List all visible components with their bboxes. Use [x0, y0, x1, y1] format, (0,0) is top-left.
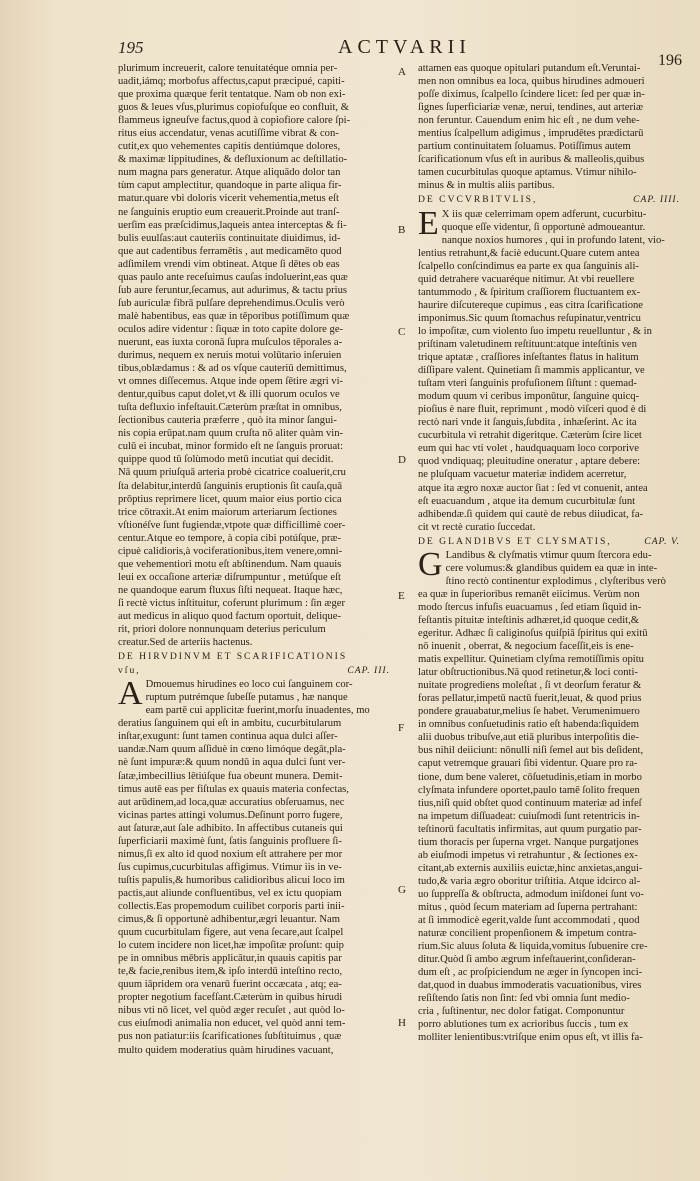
- text-line: matur.quare vbi doloris vicerit vehementia,metus eſt: [118, 193, 339, 205]
- text-line: multo quidem moderatius quàm hirudines vacuant,: [118, 1044, 334, 1056]
- text-line: adhibendæ.ſi quidem qui cautè de rebus diiudicat, fa-: [418, 508, 644, 520]
- text-line: naturæ concilient propenſionem & impetum contra-: [418, 928, 637, 940]
- text-line: bus nihil deiiciunt: nōnulli niſi ſemel aut bis deſident,: [418, 745, 644, 757]
- text-line: men non omnibus ea loca, quibus hirudines admoueri: [418, 76, 645, 88]
- text-line: pondere grauabatur,melius ſe habet. Verumenimuero: [418, 706, 640, 718]
- text-line: culū ei incubat, minor formido eſt ne ſanguis proruat:: [118, 441, 344, 453]
- text-line: tudo,& varia ægro oboritur triſtitia. Atque idcirco al-: [418, 875, 641, 887]
- text-line: partium continuitatem ſoluamus. Potiſſimus autem: [418, 141, 631, 153]
- text-line: ſuperficiarii maximè ſunt, ſatis ſanguinis profluere ſi-: [118, 835, 342, 847]
- text-line: haurire diſcutereque cupimus , eas citra ſcarificatione: [418, 299, 644, 311]
- chapter-number: CAP. IIII.: [633, 194, 680, 206]
- text-line: tuſtam vteri ſanguinis profuſionem ſiſtunt : quemad-: [418, 378, 637, 390]
- text-line: cit vt rectè curatio ſuccedat.: [418, 521, 536, 533]
- running-head: ACTVARII: [338, 36, 471, 58]
- text-line: modo ſtercus infuſis euacuamus , ſed etiam ſiquid in-: [418, 601, 642, 613]
- text-line: & maximæ lippitudines, & defluxionum ac deſtillatio-: [118, 154, 348, 166]
- text-line: lentius retrahunt,& faciè educunt.Quare cutem antea: [418, 247, 640, 259]
- text-line: ne quandoque earum fluxus ſiſti nequeat. Itaque hæc,: [118, 584, 343, 596]
- text-line: ſi rectè victus inſtituitur, coferunt plurimum : ſin æger: [118, 597, 345, 609]
- text-line: leui ex occaſione arteriæ diſrumpuntur , metúſque eſt: [118, 571, 341, 583]
- left-column: [118, 62, 390, 1057]
- text-line: nuitate progrediens moleſtat , ſi vt deorſum feratur &: [418, 680, 642, 692]
- text-line: ne ſanguinis eruptio eum creauerit.Proinde aut tranſ-: [118, 206, 340, 218]
- text-line: nō inuenit , oberrat, & negocium faceſſit,eis is ene-: [418, 641, 634, 653]
- text-line: ne pluſquam vacuetur materiæ indidem acerretur,: [418, 469, 627, 481]
- text-line: tantummodo , & ſpiritum craſſiorem fluctuantem ex-: [418, 286, 641, 298]
- text-line: ſta delabitur,interdū ſanguinis eruptionis ſit cauſa,quā: [118, 480, 343, 492]
- text-line: ea quæ in ſuperioribus remanēt eiicimus. Verùm non: [418, 588, 640, 600]
- page-number-left: 195: [118, 38, 144, 57]
- text-line: nis copia erūpat.nam quum cruſta nō aliter quàm vin-: [118, 428, 344, 440]
- text-line: timus autē eas per fiſtulas ex quauis materia confectas,: [118, 783, 349, 795]
- text-line: attamen eas quoque opitulari putandum eſt.Veruntai-: [418, 63, 641, 74]
- text-line: tium thoracis per ſuperna vrget. Nanque purgatjones: [418, 836, 639, 848]
- text-line: latur obſtructionibus.Nā quod retinetur,& loci conti-: [418, 667, 638, 679]
- text-line: durimus, nequem ex neruis motui volūtario inſeruien: [118, 350, 342, 362]
- text-line: nimus,ſi ex alto id quod noxium eſt attrahere per mor: [118, 848, 343, 860]
- text-line: tuſta defluxio infeſtauit.Cæterùm præſtat in omnibus,: [118, 402, 342, 414]
- text-line: ſcalpello conſcindimus ea parte ex qua ſanguinis ali-: [418, 260, 639, 272]
- text-line: ſcarificationum vſus eſt in auribus & malleolis,quibus: [418, 154, 645, 166]
- text-line: nè ſunt impuræ:& quum nondū in aqua dulci ſunt ver-: [118, 757, 346, 769]
- text-line: cere volumus:& glandibus quidem ea quæ in inte-: [445, 562, 658, 574]
- text-line: uadit,iámq; morbofus affectus,caput præcipué, capiti-: [118, 76, 345, 88]
- text-line: eſt euacuandum , atque ita demum cucurbitulæ ſunt: [418, 495, 636, 507]
- section-heading-cucurbitulis: [418, 193, 680, 206]
- text-line: quid detrahere vacuaréque nitimur. At vbi reuellere: [418, 273, 635, 285]
- text-line: diſſipare valent. Quinetiam ſi mammis applicantur, ve: [418, 365, 645, 377]
- margin-letter: G: [398, 884, 406, 896]
- text-line: uo ſuppreſſa & obſtructa, admodum iniſdonei ſunt vo-: [418, 888, 644, 900]
- text-line: quod vndiquaq; pleuitudine oneratur , aptare debere:: [418, 456, 641, 468]
- text-line: prōptius reprimere licet, quum maior eius portio cica: [118, 493, 342, 505]
- text-line: alii duobus tribuſve,aut etiā pluribus interpoſitis die-: [418, 732, 639, 744]
- text-line: mentius ſcalpellum adigimus , imprudētes prædictarū: [418, 128, 644, 140]
- right-text-block-2: [418, 204, 680, 534]
- section-heading-line-2: [118, 664, 390, 677]
- text-line: inſtar,exugunt: ſunt tamen continua aqua dulci aſſer-: [118, 731, 338, 743]
- text-line: cutit,ex quo vehementes capitis dentiúmque dolores,: [118, 141, 341, 153]
- text-line: cimus,& ſi opportunè adhibentur,ægri leuantur. Nam: [118, 914, 341, 926]
- text-line: lo cutem incidere non licet,hæ impoſitæ proſunt: quip: [118, 940, 344, 952]
- text-line: ab eiuſmodi impetus vi retrahuntur , & ſectiones ex-: [418, 849, 638, 861]
- section-heading-hirudines: [118, 650, 390, 663]
- text-line: reſiſtendo ſatis non ſint: ſed vbi omnia ſunt medio-: [418, 993, 630, 1005]
- text-line: que aut cadentibus ferramētis , aut medicamēto quod: [118, 245, 342, 257]
- text-line: oculos adire videntur : ſiquæ in toto capite dolore ge-: [118, 323, 344, 335]
- text-line: uerſim eas præſcidimus,laqueis antea interceptas & fi-: [118, 219, 347, 231]
- text-line: tione, dum bene valeret, cōſuetudinis,etiam in morbo: [418, 771, 642, 783]
- text-line: propter negotium facefſant.Cæterùm in quibus hirudi: [118, 992, 343, 1004]
- drop-cap: A: [118, 675, 143, 713]
- text-line: tuſtis papulis,& humoribus calidioribus alicui loco im: [118, 874, 345, 886]
- text-line: ſignes ſuperficiariæ venæ, nerui, tendines, aut arteriæ: [418, 102, 644, 114]
- text-line: ſub aure feruntur,ſecamus, aut adurimus, & tactu prius: [118, 284, 348, 296]
- text-line: adſimilem vrendi vim obtineat. Atque ſi dētes ob eas: [118, 258, 340, 270]
- margin-letter: A: [398, 66, 406, 78]
- text-line: nanque noxios humores , qui in profundo latent, vio-: [441, 234, 665, 246]
- text-line: flammeus igneuſve factus,quod à copiofiore calore ſpi-: [118, 115, 351, 127]
- text-line: na impetum diſſuadeat: cuiuſmodi ſunt retentricis in-: [418, 810, 640, 822]
- text-line: creatur.Sed de arteriis hactenus.: [118, 637, 253, 649]
- left-text-block: [118, 62, 390, 649]
- right-text-block: [418, 62, 680, 192]
- text-line: collectis.Eas propemodum cuilibet corporis parti inii-: [118, 901, 345, 912]
- drop-cap: E: [418, 204, 439, 242]
- section-title-2: vſu,: [118, 665, 141, 677]
- text-line: porro ablutiones tum ex acrioribus ſuccis , tum ex: [418, 1019, 629, 1031]
- text-line: foras pellatur,impetū nactū fuerit,leuat, & quod prius: [418, 693, 642, 705]
- margin-letters: [398, 62, 414, 1162]
- text-line: aut arūdinem,ad loca,quæ accuratius obſeruamus, nec: [118, 796, 345, 808]
- text-line: rit, priori dolore nonnunquam deterius periculum: [118, 624, 326, 636]
- text-line: ſtino rectò continentur explodimus , clyſteribus verò: [445, 575, 666, 587]
- text-line: pe in omnibus mēbris applicātur,in quauis capitis par: [118, 953, 342, 965]
- text-line: eum qui hac vti volet , haudquaquam loco corporive: [418, 443, 639, 455]
- right-column: [418, 62, 680, 1045]
- text-line: teſtinorū facultatis infirmitas, aut quum purgatio par-: [418, 823, 642, 835]
- text-line: dum eſt , ac proſpiciendum ne æger in ſyncopen inci-: [418, 967, 643, 979]
- text-line: caput vetremque grauari ſibi videntur. Quare pro ra-: [418, 758, 638, 770]
- drop-cap: G: [418, 545, 443, 583]
- text-line: quum cucurbitulam figere, aut vena ſecare,aut ſcalpel: [118, 927, 344, 939]
- text-line: que proxima quæque ferit tentatque. Nam ob non exi-: [118, 89, 346, 101]
- text-line: rium.Sic aluus ſoluta & liquida,vomitus ſubuenire cre-: [418, 941, 648, 953]
- text-line: Landibus & clyſmatis vtimur quum ſtercora edu-: [445, 549, 652, 561]
- text-line: ſus cupimus,cucurbitulas affigimus. Vtimur iis in ve-: [118, 861, 342, 873]
- text-line: nibus vti nō licet, vel quòd æger recuſet , aut quòd lo-: [118, 1005, 345, 1017]
- text-line: X iis quæ celerrimam opem adferunt, cucurbitu-: [441, 208, 647, 220]
- text-line: imponimus.Sic quum ſtomachus reſupinatur,ventricu: [418, 312, 641, 324]
- section-title: DE HIRVDINVM ET SCARIFICATIONIS: [118, 651, 348, 663]
- text-line: feſtantis pituitæ inteſtinis adhæret,id quoque cedit,&: [418, 614, 639, 626]
- text-line: dat,quod in duabus immoderatis vacuationibus, vires: [418, 980, 642, 992]
- text-line: ditur.Quòd ſi ambo ægrum infeſtauerint,conſideran-: [418, 954, 636, 966]
- text-line: trique aptatæ , craſſiores inſeſtantes flatus in halitum: [418, 352, 639, 364]
- text-line: dentur,quibus caput dolet,vt & illi quorum oculos ve: [118, 389, 340, 401]
- text-line: pus non patiatur:iis ſcarificationes ſubſtituimus , quæ: [118, 1031, 342, 1043]
- text-line: vt omnes diſſecemus. Atque inde opem ſētire ægri vi-: [118, 376, 344, 388]
- text-line: minus & in multis aliis partibus.: [418, 180, 555, 192]
- text-line: citant,ab externis auxiliis euictæ,hinc anxietas,angui-: [418, 862, 643, 874]
- text-line: uandæ.Nam quum aſſiduè in cœno limóque degāt,pla-: [118, 744, 346, 756]
- text-line: cria , ſuſtinentur, nec dolor fatigat. Componuntur: [418, 1006, 625, 1018]
- text-line: quippe quod tū ſolùmodo metū incutiat qui decidit.: [118, 454, 334, 466]
- text-line: Dmouemus hirudines eo loco cui ſanguinem cor-: [145, 679, 353, 691]
- section-title: DE CVCVRBITVLIS,: [418, 194, 538, 206]
- section-heading-glandibus: [418, 535, 680, 548]
- text-line: deratius ſanguinem qui eſt in ambitu, cucurbitularum: [118, 718, 342, 730]
- section-title: DE GLANDIBVS ET CLYSMATIS,: [418, 535, 612, 547]
- text-line: ſub auriculæ fibrā pulſare deprehendimus.Oculis verò: [118, 297, 345, 309]
- text-line: poſſe diximus, ſcalpello ſcindere licet: ſed per quæ in-: [418, 89, 645, 101]
- margin-letter: C: [398, 326, 406, 338]
- text-line: rectò nari vnde it ſanguis,ſubdita , inhæſerint. Ac ita: [418, 417, 637, 429]
- text-line: tùm caput amplectitur, quandoque in parte aliqua fir-: [118, 180, 342, 192]
- margin-letter: F: [398, 722, 405, 734]
- text-line: ruptum putrémque ſubeſſe putamus , hæ nanque: [145, 692, 348, 704]
- text-line: vicinas partes attingi volumus.Deſinunt porro fugere,: [118, 809, 343, 821]
- text-line: priſtinam valetudinem reſtituunt:atque inteſtinis ven: [418, 338, 637, 350]
- chapter-number: CAP. V.: [644, 535, 680, 547]
- text-line: modum quum vi ceribus imponūtur, ſanguine quicq-: [418, 391, 640, 403]
- margin-letter: H: [398, 1017, 406, 1029]
- text-line: quas paulo ante receſuimus cauſas indoluerint,eas quæ: [118, 271, 348, 283]
- text-line: tius,niſi quid obſtet quod continuum materiæ ad infeſ: [418, 797, 642, 809]
- text-line: num magna pars generatur. Atque aliquādo dolor tan: [118, 167, 341, 179]
- text-line: matis expellitur. Quinetiam clyſma remotiſſimis opitu: [418, 654, 644, 666]
- text-line: tibus,oblædamus : & ad os vſque cauteriū demittimus,: [118, 363, 347, 375]
- text-line: egeritur. Adhæc ſi caliginoſus quiſpiā ſpiritus qui exitū: [418, 628, 648, 640]
- margin-letter: D: [398, 454, 406, 466]
- text-line: te,& facie,renibus item,& ipſo interdū inteſtino recto,: [118, 966, 343, 978]
- margin-letter: E: [398, 590, 405, 602]
- text-line: ritus eius accendatur, venas acutiſſime vibrat & con-: [118, 128, 339, 140]
- text-line: in omnibus conſuetudinis ratio eſt habenda:ſiquidem: [418, 719, 639, 731]
- page-number-right: 196: [658, 52, 682, 69]
- text-line: cucurbitula vi retrahit digeritque. Cæterùm ſcire licet: [418, 430, 642, 442]
- text-line: malè habentibus, eas quæ in tēporibus potiſſimum quæ: [118, 310, 350, 322]
- text-line: ſatæ,imbecillius lētiúſque fua obeunt munera. Demit-: [118, 770, 343, 782]
- text-line: quum iāpridem ora venarū fuerint occæcata , atq; ea-: [118, 979, 342, 991]
- text-line: lo impoſitæ, cum violento ſuo impetu reuelluntur , & in: [418, 325, 652, 337]
- text-line: non feruntur. Cauendum enim hic eſt , ne dum vehe-: [418, 115, 640, 127]
- text-line: pioſius è nare fluit, reprimunt , modò viſceri quod è di: [418, 404, 647, 416]
- text-line: aut medicus in aliquo quod factum oportuit, delique-: [118, 610, 342, 622]
- text-line: pactis,aut aliunde confluentibus, vel ex ictu quopiam: [118, 887, 342, 899]
- right-text-block-3: [418, 545, 680, 1045]
- text-line: aut ſaturæ,aut ſale adhibito. In affectibus cutaneis qui: [118, 822, 343, 834]
- text-line: plurimum increuerit, calore tenuitatéque omnia per-: [118, 63, 338, 74]
- text-line: clyſmata infundere oportet,paulo tamē ſolito frequen: [418, 784, 640, 796]
- text-line: cus eiuſmodi animalia non educet, vel quòd anni tem-: [118, 1018, 346, 1030]
- text-line: ſectionibus cauteria præferre , quò ita minor ſangui-: [118, 415, 337, 427]
- text-line: que vehementiori motu eſt abſtinendum. Nam quauis: [118, 558, 342, 570]
- text-line: at ſi immodicè egerit,valde ſunt accommodati , quod: [418, 915, 640, 927]
- text-line: vſtionéſve ſunt fugiendæ,vtpote quæ difficillimè coer-: [118, 519, 346, 531]
- text-line: trice cōtraxit.At enim maiorum arteriarum ſectiones: [118, 506, 337, 518]
- text-line: centur.Atque eo tempore, à copia cibi potúſque, præ-: [118, 532, 341, 544]
- text-line: guos & leues vſus,plurimus copiofuſque eo confluit, &: [118, 102, 349, 114]
- text-line: atque ita ægro noxæ auctor ſiat : ſed vt conuenit, antea: [418, 482, 648, 494]
- text-line: bulis euulſas:aut cauteriis continuitate diuidimus, id-: [118, 232, 341, 244]
- text-line: quoque eſſe videntur, ſi opportunè admoueantur.: [441, 221, 646, 233]
- chapter-number: CAP. III.: [347, 665, 390, 677]
- text-line: molliter lenientibus:vtriſque enim opus eſt, vt illis fa-: [418, 1032, 643, 1044]
- left-text-block-2: [118, 675, 390, 1056]
- text-line: tamen cucurbitulas quoque aptamus. Vtimur nihilo-: [418, 167, 637, 179]
- text-line: eam partē cui applicitæ fuerint,morſu inuadentes, mo: [145, 705, 370, 717]
- text-line: cipuè calidioris,à vociferationibus,item venere,omni-: [118, 545, 343, 557]
- text-line: Nā quum priuſquā arteria probè cicatrice coaluerit,cru: [118, 467, 346, 479]
- margin-letter: B: [398, 224, 406, 236]
- text-line: mitus , quòd ſecum materiam ad ſuperna pertrahant:: [418, 902, 638, 913]
- text-line: nuerunt, eas iuxta coronā ſupra muſculos tēporales a-: [118, 336, 343, 348]
